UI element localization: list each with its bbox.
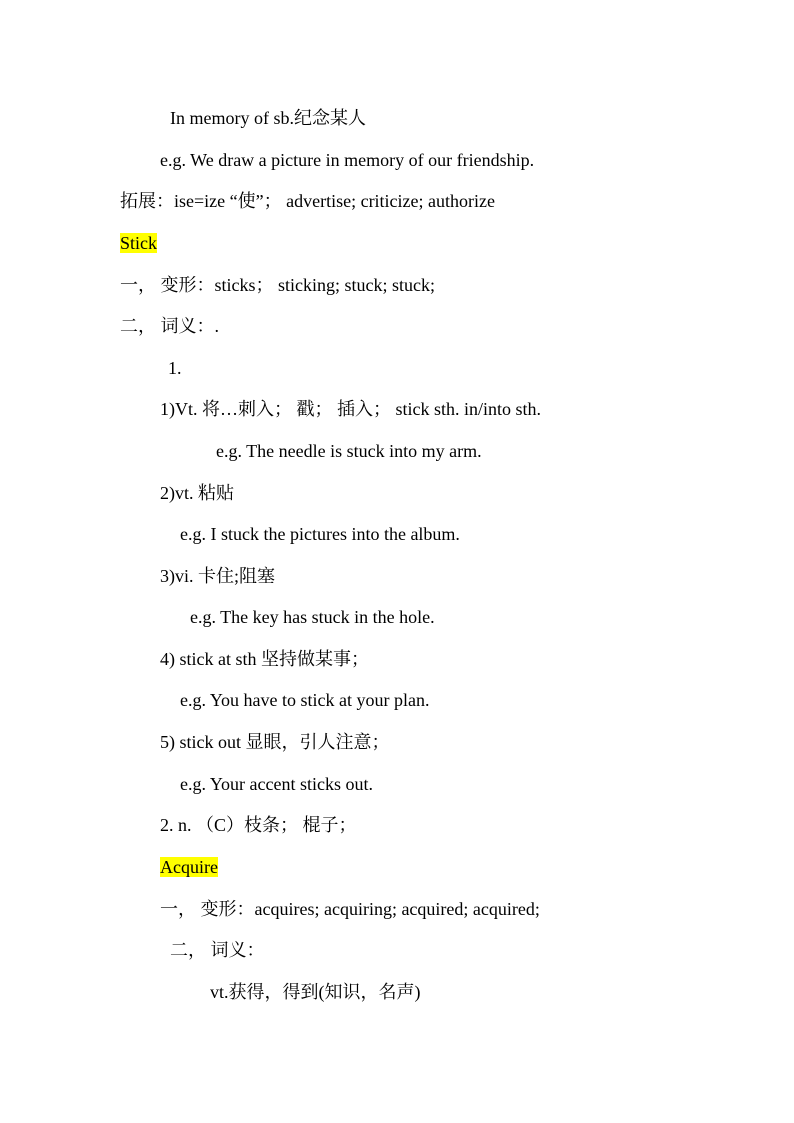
vocab-heading-stick xyxy=(120,232,157,254)
example-sentence: e.g. Your accent sticks out. xyxy=(180,774,373,794)
list-number: 1. xyxy=(168,358,182,378)
definition-line: 2)vt. 粘贴 xyxy=(160,483,234,503)
definition-line: 3)vi. 卡住;阻塞 xyxy=(160,566,275,586)
definition-line: 4) stick at sth 坚持做某事； xyxy=(160,649,369,669)
example-sentence: e.g. We draw a picture in memory of our friendship. xyxy=(160,150,535,170)
definition-line: 2. n. （C）枝条； 棍子； xyxy=(160,815,357,835)
example-sentence: e.g. The needle is stuck into my arm. xyxy=(216,441,482,461)
definition-line: 1)Vt. 将…刺入； 戳； 插入； stick sth. in/into sth. xyxy=(160,399,542,419)
example-sentence: e.g. The key has stuck in the hole. xyxy=(190,607,435,627)
text-line: 二， 词义：. xyxy=(120,316,219,336)
text-line: 一， 变形：sticks； sticking; stuck; stuck; xyxy=(120,275,435,295)
text-line: 二， 词义： xyxy=(170,940,265,960)
highlighted-word: Stick xyxy=(120,233,158,253)
vocab-heading-acquire xyxy=(160,856,218,878)
example-sentence: e.g. I stuck the pictures into the album. xyxy=(180,524,460,544)
definition-line: vt.获得，得到(知识，名声) xyxy=(210,982,421,1002)
text-line: In memory of sb.纪念某人 xyxy=(170,108,366,128)
text-line: 一， 变形：acquires; acquiring; acquired; acquired; xyxy=(160,899,540,919)
text-line: 拓展：ise=ize “使”； advertise; criticize; authorize xyxy=(120,191,495,211)
highlighted-word: Acquire xyxy=(160,857,218,877)
definition-line: 5) stick out 显眼，引人注意； xyxy=(160,732,390,752)
example-sentence: e.g. You have to stick at your plan. xyxy=(180,690,430,710)
